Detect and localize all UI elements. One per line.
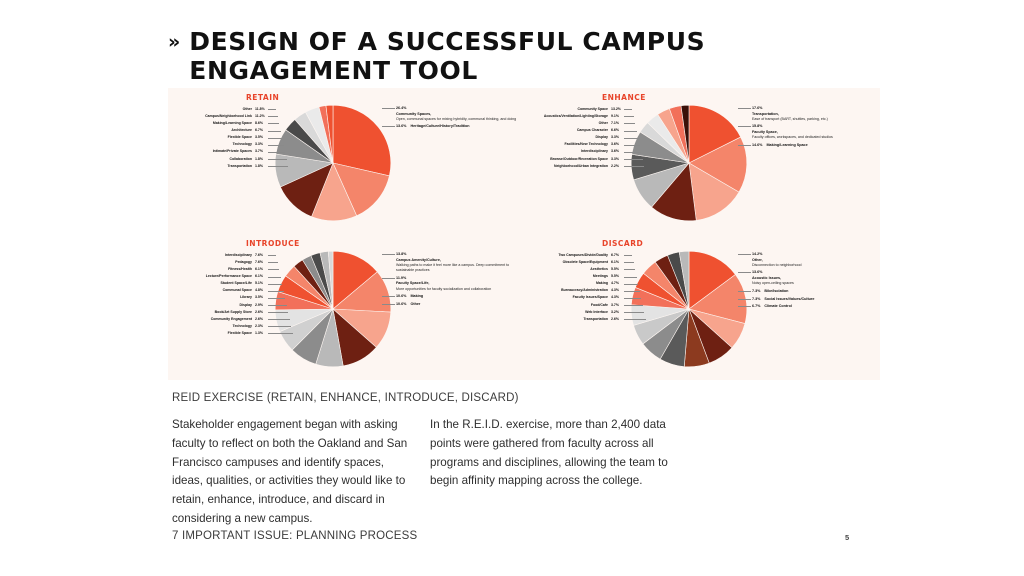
leader-line [624, 145, 640, 146]
pie-label-left [172, 309, 268, 316]
pie-label-name: Heritage/Culture/History/Tradition [410, 124, 470, 129]
pie-label-name: Intimate/Private Spaces [212, 149, 252, 154]
pie-label-name: Food/Cafe [590, 302, 608, 307]
leader-line [268, 277, 281, 278]
pie-label-name: Faculty Space, [752, 129, 778, 134]
pie-label-name: Transportation [227, 163, 252, 168]
pie-label-value: 4.7% [611, 281, 619, 286]
chart-retain [168, 88, 524, 234]
labels-right-discard [752, 252, 878, 312]
pie-label-value: 6.1% [255, 267, 263, 272]
pie-label-left [528, 309, 624, 316]
pie-label-value: 3.3% [611, 135, 619, 140]
pie-label-left [172, 149, 268, 156]
leader-line [624, 284, 638, 285]
pie-label-name: Flexible Space [227, 135, 252, 140]
pie-label-value: 5.5% [611, 267, 619, 272]
charts-panel [168, 88, 880, 380]
pie-label-right [752, 270, 878, 286]
pie-label-right [752, 304, 878, 310]
pie-label-name: Campus Amenity/Culture, [396, 257, 441, 262]
pie-label-value: 2.9% [255, 302, 263, 307]
pie-label-value: 3.5% [255, 295, 263, 300]
pie-label-value: 26.4% [396, 106, 407, 110]
pie-label-left [172, 287, 268, 294]
pie-label-left [528, 302, 624, 309]
pie-label-value: 7.1% [611, 121, 619, 126]
pie-label-note: Disconnection to neighborhood [752, 263, 802, 268]
pie-label-name: Community Space [577, 106, 608, 111]
pie-label-name: Student Space/Life [220, 281, 252, 286]
leader-line [268, 145, 284, 146]
leader-line [624, 255, 632, 256]
leader-line [268, 159, 287, 160]
leader-line [268, 138, 282, 139]
leader-line [268, 166, 288, 167]
chart-title-introduce: INTRODUCE [246, 239, 300, 248]
pie-label-value: 11.8% [255, 106, 265, 111]
pie-label-value: 8.6% [255, 121, 263, 126]
leader-line [382, 304, 395, 305]
pie-label-note: Open, communal spaces for mixing hybridity, communal thinking, and doing [396, 117, 517, 122]
leader-line [382, 296, 395, 297]
pie-label-note: Ease of transport (BART, shuttles, parking, etc.) [752, 117, 828, 122]
leader-line [624, 138, 638, 139]
pie-label-right [752, 289, 878, 295]
pie-label-name: Faculty Space/Life, [396, 281, 430, 286]
pie-label-name: Making/Learning Space [766, 142, 808, 147]
labels-left-discard [528, 252, 624, 323]
pie-label-left [528, 266, 624, 273]
leader-line [624, 291, 640, 292]
pie-label-name: Two Campuses/Divide/Duality [558, 252, 608, 257]
pie-label-name: Other [242, 106, 252, 111]
pie-label-right [396, 294, 522, 300]
leader-line [624, 123, 635, 124]
pie-label-value: 2.6% [611, 316, 619, 321]
pie-label-name: Making/Learning Space [212, 121, 252, 126]
pie-label-value: 6.7% [752, 304, 761, 309]
chart-introduce [168, 234, 524, 380]
pie-label-note: Noisy open-ceiling spaces [752, 281, 794, 286]
pie-label-name: Collaboration [229, 156, 252, 161]
pie-label-right [396, 276, 522, 292]
leader-line [738, 299, 751, 300]
pie-label-name: Campus/Neighborhood Link [205, 114, 252, 119]
pie-label-right [752, 252, 878, 268]
labels-right-retain [396, 106, 522, 132]
pie-label-right [396, 302, 522, 308]
pie-label-value: 7.3% [752, 296, 761, 301]
pie-label-left [528, 273, 624, 280]
pie-label-left [172, 280, 268, 287]
pie-label-name: Flexible Space [227, 330, 252, 335]
pie-label-name: Technology [232, 323, 252, 328]
leader-line [624, 312, 644, 313]
pie-label-value: 5.5% [611, 274, 619, 279]
pie-label-value: 3.7% [255, 149, 263, 154]
pie-label-left [172, 252, 268, 259]
pie-label-value: 2.3% [255, 323, 263, 328]
leader-line [624, 298, 641, 299]
pie-label-left [172, 134, 268, 141]
pie-label-right [752, 106, 878, 122]
pie-label-value: 11.2% [255, 114, 265, 119]
pie-label-left [528, 113, 624, 120]
leader-line [268, 291, 284, 292]
pie-label-right [752, 297, 878, 303]
pie-label-left [528, 316, 624, 323]
pie-label-value: 13.6% [752, 270, 763, 275]
pie-label-name: Interdisciplinary [224, 252, 252, 257]
pie-label-name: Fitness/Health [228, 267, 252, 272]
pie-label-value: 10.6% [396, 301, 407, 306]
leader-line [738, 306, 751, 307]
leader-line [268, 319, 290, 320]
labels-left-introduce [172, 252, 268, 337]
pie-label-name: Other [598, 121, 608, 126]
pie-label-value: 4.8% [255, 288, 263, 293]
pie-label-left [528, 106, 624, 113]
pie-label-name: Neighborhood/Urban Integration [553, 163, 608, 168]
labels-left-enhance [528, 106, 624, 170]
pie-label-name: Architecture [231, 128, 252, 133]
pie-enhance [630, 104, 748, 222]
pie-label-left [172, 316, 268, 323]
pie-label-name: Pedagogy [235, 260, 252, 265]
leader-line [738, 291, 751, 292]
pie-label-right [396, 252, 522, 274]
pie-label-name: Acoustic Issues, [752, 275, 782, 280]
pie-introduce [274, 250, 392, 368]
pie-label-value: 13.8% [396, 252, 407, 256]
figure-caption: REID EXERCISE (RETAIN, ENHANCE, INTRODUCE, DISCARD) [172, 392, 519, 404]
leader-line [268, 255, 276, 256]
page-number: 5 [845, 533, 850, 542]
pie-label-name: Transportation, [752, 111, 779, 116]
pie-label-value: 4.3% [611, 295, 619, 300]
pie-label-left [172, 163, 268, 170]
pie-svg-enhance [630, 104, 748, 222]
leader-line [382, 254, 395, 255]
leader-line [268, 262, 278, 263]
pie-label-left [528, 156, 624, 163]
leader-line [624, 109, 632, 110]
pie-label-value: 13.6% [396, 124, 407, 129]
pie-label-value: 7.3% [752, 288, 761, 293]
pie-label-value: 11.9% [396, 275, 407, 280]
pie-label-left [528, 259, 624, 266]
pie-label-value: 1.3% [255, 330, 263, 335]
labels-right-enhance [752, 106, 878, 151]
leader-line [738, 145, 751, 146]
leader-line [738, 272, 751, 273]
pie-label-value: 17.6% [752, 106, 763, 110]
chart-enhance [524, 88, 880, 234]
pie-label-name: Campus Character [576, 128, 608, 133]
pie-label-value: 6.7% [611, 252, 619, 257]
leader-line [268, 305, 287, 306]
pie-label-name: Library [240, 295, 252, 300]
pie-label-name: Making [410, 293, 424, 298]
pie-label-name: Bureaucracy/Administration [561, 288, 608, 293]
pie-label-name: Facilities/New Technology [564, 142, 608, 147]
pie-label-left [172, 127, 268, 134]
pie-label-value: 2.6% [255, 309, 263, 314]
pie-label-name: Lecture/Performance Space [205, 274, 252, 279]
pie-label-name: Acoustics/Ventilation/Lighting/Storage [543, 114, 608, 119]
pie-label-name: Aesthetics [590, 267, 608, 272]
pie-label-right [752, 124, 878, 140]
pie-label-left [172, 323, 268, 330]
leader-line [268, 109, 276, 110]
leader-line [268, 152, 285, 153]
leader-line [624, 277, 637, 278]
pie-label-name: Obsolete Space/Equipment [562, 260, 608, 265]
page-title: DESIGN OF A SUCCESSFUL CAMPUS ENGAGEMENT TOOL [189, 27, 706, 85]
pie-label-left [528, 141, 624, 148]
labels-left-retain [172, 106, 268, 170]
pie-label-left [528, 127, 624, 134]
pie-label-name: Communal Space [222, 288, 252, 293]
pie-label-note: Walking paths to make it feel more like a campus. Deep commitment to sustainable practices [396, 263, 510, 273]
pie-label-value: 7.6% [255, 252, 263, 257]
pie-label-left [528, 163, 624, 170]
title-block [168, 28, 808, 85]
pie-label-left [528, 280, 624, 287]
pie-label-value: 7.6% [255, 260, 263, 265]
leader-line [738, 108, 751, 109]
leader-line [624, 159, 643, 160]
leader-line [268, 269, 279, 270]
pie-label-left [172, 302, 268, 309]
leader-line [624, 152, 641, 153]
leader-line [738, 126, 751, 127]
leader-line [624, 116, 634, 117]
pie-label-value: 3.3% [255, 142, 263, 147]
chart-title-discard: DISCARD [602, 239, 644, 248]
footer-text: 7 IMPORTANT ISSUE: PLANNING PROCESS [172, 530, 418, 542]
pie-label-right [396, 124, 522, 130]
pie-label-value: 1.8% [255, 163, 263, 168]
pie-label-left [528, 295, 624, 302]
pie-label-value: 14.6% [752, 142, 763, 147]
pie-label-name: Community Engagement [210, 316, 252, 321]
pie-label-value: 3.6% [611, 142, 619, 147]
pie-label-name: Making [595, 281, 608, 286]
leader-line [624, 269, 635, 270]
pie-label-value: 2.6% [255, 316, 263, 321]
pie-label-value: 6.6% [611, 128, 619, 133]
pie-label-name: Other, [752, 257, 763, 262]
pie-label-left [528, 120, 624, 127]
pie-label-name: Interdisciplinary [580, 149, 608, 154]
leader-line [624, 305, 643, 306]
leader-line [268, 312, 288, 313]
leader-line [268, 298, 285, 299]
pie-label-name: Technology [232, 142, 252, 147]
chevron-icon: » [168, 31, 181, 53]
pie-label-name: Display [595, 135, 608, 140]
pie-label-value: 14.2% [752, 252, 763, 256]
pie-label-name: Other [410, 301, 421, 306]
pie-label-name: Faculty Issues/Space [572, 295, 608, 300]
body-paragraph-left: Stakeholder engagement began with asking faculty to reflect on both the Oakland and San Francisco campuses and identify spaces, ideas, qualities, or activities they would like to retain, enhance, introduce, and discard in considering a new campus. [172, 418, 408, 525]
pie-label-left [528, 252, 624, 259]
pie-label-value: 10.6% [396, 293, 407, 298]
pie-label-left [172, 141, 268, 148]
labels-right-introduce [396, 252, 522, 310]
pie-label-left [172, 330, 268, 337]
pie-retain [274, 104, 392, 222]
pie-label-note: Faculty offices, workspaces, and dedicated studios [752, 135, 833, 140]
pie-label-left [172, 266, 268, 273]
pie-label-name: Climate Control [764, 304, 792, 309]
pie-label-value: 3.5% [255, 135, 263, 140]
pie-label-name: Community Spaces, [396, 111, 432, 116]
pie-label-value: 2.2% [611, 163, 619, 168]
pie-label-value: 3.2% [611, 309, 619, 314]
leader-line [624, 262, 634, 263]
pie-label-value: 1.8% [255, 156, 263, 161]
pie-svg-retain [274, 104, 392, 222]
pie-label-value: 15.8% [752, 124, 763, 129]
pie-label-right [396, 106, 522, 122]
leader-line [738, 254, 751, 255]
leader-line [268, 333, 293, 334]
pie-label-value: 3.7% [611, 302, 619, 307]
pie-label-value: 3.6% [611, 149, 619, 154]
leader-line [268, 131, 281, 132]
leader-line [268, 326, 291, 327]
pie-label-value: 6.1% [611, 260, 619, 265]
pie-label-name: Display [239, 302, 252, 307]
pie-label-left [172, 113, 268, 120]
pie-label-name: Bike/Isolation [764, 288, 789, 293]
leader-line [382, 278, 395, 279]
pie-label-note: More opportunities for faculty socialization and collaboration [396, 286, 492, 291]
pie-label-name: Meetings [592, 274, 608, 279]
leader-line [624, 319, 646, 320]
pie-label-left [172, 106, 268, 113]
leader-line [624, 166, 644, 167]
pie-label-name: Transportation [583, 316, 608, 321]
pie-label-name: Social Issues/Values/Culture [764, 296, 815, 301]
chart-title-retain: RETAIN [246, 93, 280, 102]
pie-label-left [172, 156, 268, 163]
chart-title-enhance: ENHANCE [602, 93, 646, 102]
pie-svg-discard [630, 250, 748, 368]
pie-label-value: 4.3% [611, 288, 619, 293]
pie-label-value: 13.2% [611, 106, 621, 111]
pie-label-left [528, 134, 624, 141]
leader-line [382, 126, 395, 127]
leader-line [268, 116, 278, 117]
leader-line [268, 123, 279, 124]
pie-svg-introduce [274, 250, 392, 368]
pie-label-value: 6.7% [255, 128, 263, 133]
pie-label-right [752, 143, 878, 149]
pie-label-left [172, 259, 268, 266]
leader-line [382, 108, 395, 109]
pie-label-name: Web Interface [585, 309, 608, 314]
pie-label-name: Browse/Outdoor/Recreation Space [550, 156, 608, 161]
pie-label-left [172, 273, 268, 280]
pie-label-left [172, 295, 268, 302]
pie-label-left [172, 120, 268, 127]
pie-label-value: 9.1% [611, 114, 619, 119]
pie-label-left [528, 287, 624, 294]
leader-line [268, 284, 282, 285]
pie-label-value: 3.3% [611, 156, 619, 161]
pie-label-value: 5.1% [255, 281, 263, 286]
pie-discard [630, 250, 748, 368]
pie-label-left [528, 149, 624, 156]
leader-line [624, 131, 637, 132]
pie-label-name: Book/Art Supply Store [214, 309, 252, 314]
body-paragraph-right: In the R.E.I.D. exercise, more than 2,400 data points were gathered from faculty across all programs and disciplines, allowing the team to begin affinity mapping across the college. [430, 418, 668, 488]
pie-label-value: 6.1% [255, 274, 263, 279]
chart-discard [524, 234, 880, 380]
